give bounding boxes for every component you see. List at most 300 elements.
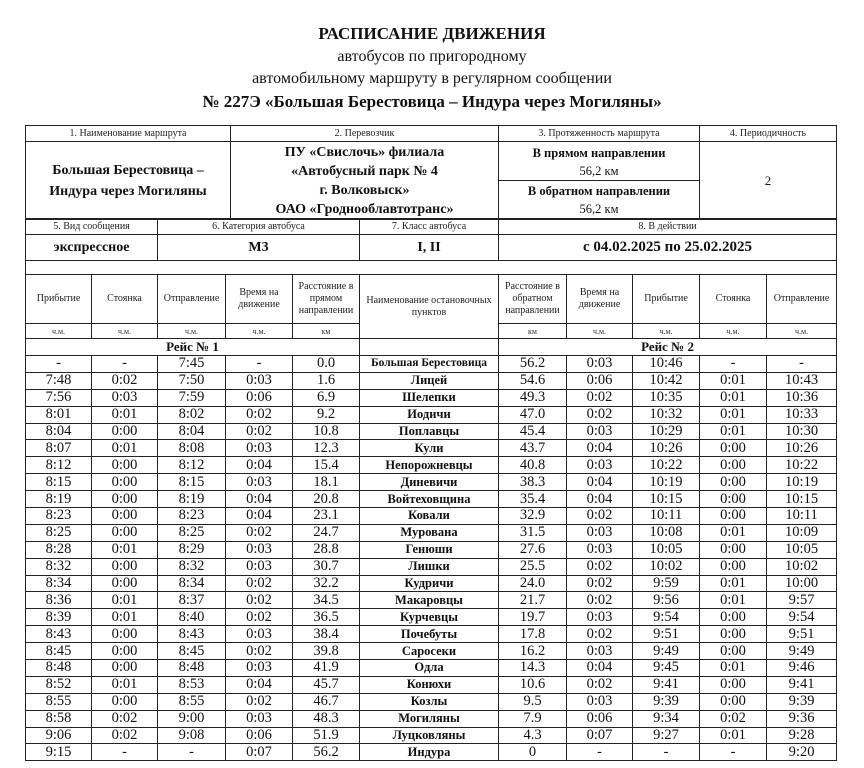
travel-time-1-cell: 0:04: [226, 508, 293, 525]
trip-1-header: Рейс № 1: [26, 339, 360, 356]
table-row: [26, 356, 837, 373]
stop-duration-2-cell: 0:02: [700, 710, 767, 727]
col-arrival-2: Прибытие: [633, 275, 700, 324]
distance-backward-cell: 10.6: [499, 676, 567, 693]
stop-duration-2-cell: -: [700, 356, 767, 373]
departure-1-cell: 8:37: [158, 592, 226, 609]
unit: ч.м.: [767, 324, 837, 339]
stop-name-cell: Поплавцы: [360, 423, 499, 440]
stop-duration-2-cell: 0:01: [700, 727, 767, 744]
stop-name-cell: Могиляны: [360, 710, 499, 727]
validity-value: с 04.02.2025 по 25.02.2025: [499, 235, 837, 261]
arrival-2-cell: 10:22: [633, 457, 700, 474]
distance-backward-cell: 7.9: [499, 710, 567, 727]
backward-label: В обратном направлении: [527, 183, 671, 198]
stop-duration-2-cell: 0:00: [700, 474, 767, 491]
table-row: [26, 710, 837, 727]
distance-forward-cell: 15.4: [293, 457, 360, 474]
arrival-1-cell: 8:58: [26, 710, 92, 727]
arrival-1-cell: 8:28: [26, 541, 92, 558]
stop-name-cell: Козлы: [360, 693, 499, 710]
stop-duration-1-cell: 0:00: [92, 423, 158, 440]
distance-forward-cell: 18.1: [293, 474, 360, 491]
stop-duration-2-cell: 0:01: [700, 389, 767, 406]
departure-1-cell: 8:25: [158, 524, 226, 541]
arrival-2-cell: 9:59: [633, 575, 700, 592]
stop-duration-1-cell: 0:00: [92, 491, 158, 508]
stop-name-cell: Кули: [360, 440, 499, 457]
col-distance-backward: Расстояние в обратном направлении: [499, 275, 567, 324]
stop-duration-1-cell: 0:00: [92, 693, 158, 710]
stop-duration-1-cell: 0:00: [92, 508, 158, 525]
stop-name-cell: Диневичи: [360, 474, 499, 491]
distance-backward-cell: 4.3: [499, 727, 567, 744]
travel-time-1-cell: 0:02: [226, 609, 293, 626]
arrival-2-cell: 10:29: [633, 423, 700, 440]
stop-duration-1-cell: 0:02: [92, 710, 158, 727]
distance-backward-cell: 32.9: [499, 508, 567, 525]
forward-label: В прямом направлении: [532, 145, 666, 160]
distance-backward-cell: 49.3: [499, 389, 567, 406]
stop-duration-1-cell: 0:01: [92, 440, 158, 457]
departure-2-cell: 9:49: [767, 643, 837, 660]
stop-name-cell: Лишки: [360, 558, 499, 575]
departure-1-cell: 8:29: [158, 541, 226, 558]
arrival-1-cell: 8:12: [26, 457, 92, 474]
stop-duration-1-cell: -: [92, 744, 158, 761]
distance-backward-cell: 0: [499, 744, 567, 761]
arrival-2-cell: 10:35: [633, 389, 700, 406]
travel-time-2-cell: 0:03: [567, 643, 633, 660]
departure-1-cell: 8:08: [158, 440, 226, 457]
travel-time-2-cell: 0:03: [567, 541, 633, 558]
distance-backward-cell: 35.4: [499, 491, 567, 508]
arrival-2-cell: 10:42: [633, 372, 700, 389]
distance-backward-cell: 19.7: [499, 609, 567, 626]
table-row: [26, 389, 837, 406]
arrival-2-cell: 10:08: [633, 524, 700, 541]
arrival-1-cell: 9:15: [26, 744, 92, 761]
distance-backward-cell: 14.3: [499, 660, 567, 677]
unit: ч.м.: [567, 324, 633, 339]
stop-duration-2-cell: 0:00: [700, 609, 767, 626]
trip-header-empty: [360, 339, 499, 356]
stop-name-cell: Кудричи: [360, 575, 499, 592]
distance-forward-cell: 51.9: [293, 727, 360, 744]
arrival-2-cell: 10:02: [633, 558, 700, 575]
stop-name-cell: Мурована: [360, 524, 499, 541]
departure-2-cell: 9:28: [767, 727, 837, 744]
stop-duration-1-cell: 0:03: [92, 389, 158, 406]
travel-time-2-cell: 0:02: [567, 406, 633, 423]
unit: км: [499, 324, 567, 339]
distance-forward-cell: 45.7: [293, 676, 360, 693]
arrival-1-cell: 8:15: [26, 474, 92, 491]
arrival-1-cell: 8:45: [26, 643, 92, 660]
arrival-1-cell: 9:06: [26, 727, 92, 744]
distance-forward-cell: 38.4: [293, 626, 360, 643]
table-row: [26, 372, 837, 389]
distance-forward-cell: 34.5: [293, 592, 360, 609]
distance-forward-cell: 10.8: [293, 423, 360, 440]
carrier-value: [231, 142, 499, 220]
stop-name-cell: Саросеки: [360, 643, 499, 660]
departure-1-cell: 8:02: [158, 406, 226, 423]
bus-class-label: 7. Класс автобуса: [360, 219, 499, 235]
arrival-2-cell: 10:26: [633, 440, 700, 457]
departure-2-cell: 9:54: [767, 609, 837, 626]
arrival-1-cell: 8:48: [26, 660, 92, 677]
travel-time-1-cell: 0:02: [226, 592, 293, 609]
travel-time-1-cell: 0:03: [226, 372, 293, 389]
departure-1-cell: 8:45: [158, 643, 226, 660]
travel-time-2-cell: 0:03: [567, 609, 633, 626]
departure-2-cell: 10:26: [767, 440, 837, 457]
stop-duration-2-cell: 0:01: [700, 592, 767, 609]
unit: ч.м.: [633, 324, 700, 339]
departure-2-cell: 10:22: [767, 457, 837, 474]
arrival-1-cell: 8:55: [26, 693, 92, 710]
periodicity-label: 4. Периодичность: [700, 126, 837, 142]
departure-2-cell: 10:19: [767, 474, 837, 491]
arrival-2-cell: 10:46: [633, 356, 700, 373]
distance-forward-cell: 32.2: [293, 575, 360, 592]
arrival-2-cell: 9:34: [633, 710, 700, 727]
distance-backward-cell: 9.5: [499, 693, 567, 710]
departure-1-cell: 8:40: [158, 609, 226, 626]
travel-time-2-cell: 0:03: [567, 524, 633, 541]
distance-forward-cell: 6.9: [293, 389, 360, 406]
stop-duration-1-cell: 0:00: [92, 524, 158, 541]
travel-time-1-cell: 0:04: [226, 457, 293, 474]
arrival-2-cell: 9:45: [633, 660, 700, 677]
stop-duration-2-cell: 0:00: [700, 491, 767, 508]
carrier-line-3: г. Волковыск»: [319, 183, 410, 198]
travel-time-2-cell: 0:06: [567, 710, 633, 727]
col-distance-forward: Расстояние в прямом направлении: [293, 275, 360, 324]
route-name-value: [26, 142, 231, 220]
table-row: [26, 660, 837, 677]
stop-duration-2-cell: 0:01: [700, 575, 767, 592]
travel-time-2-cell: 0:02: [567, 676, 633, 693]
unit: ч.м.: [26, 324, 92, 339]
service-type-value: экспрессное: [26, 235, 158, 261]
travel-time-1-cell: 0:02: [226, 524, 293, 541]
spacer-cell: [26, 261, 837, 275]
travel-time-1-cell: 0:03: [226, 541, 293, 558]
arrival-1-cell: 8:39: [26, 609, 92, 626]
table-row: [26, 592, 837, 609]
table-row: [26, 626, 837, 643]
departure-1-cell: 7:45: [158, 356, 226, 373]
arrival-1-cell: 8:23: [26, 508, 92, 525]
arrival-1-cell: 8:01: [26, 406, 92, 423]
travel-time-1-cell: 0:02: [226, 575, 293, 592]
travel-time-2-cell: 0:03: [567, 457, 633, 474]
arrival-1-cell: 8:36: [26, 592, 92, 609]
distance-forward-cell: 56.2: [293, 744, 360, 761]
table-row: [26, 744, 837, 761]
distance-backward-cell: 21.7: [499, 592, 567, 609]
length-label: 3. Протяженность маршрута: [499, 126, 700, 142]
distance-backward-cell: 54.6: [499, 372, 567, 389]
stop-duration-2-cell: 0:01: [700, 372, 767, 389]
stop-name-cell: Одла: [360, 660, 499, 677]
travel-time-2-cell: 0:03: [567, 356, 633, 373]
travel-time-1-cell: 0:07: [226, 744, 293, 761]
departure-1-cell: 8:55: [158, 693, 226, 710]
validity-label: 8. В действии: [499, 219, 837, 235]
stop-duration-1-cell: -: [92, 356, 158, 373]
distance-forward-cell: 23.1: [293, 508, 360, 525]
table-row: [26, 508, 837, 525]
unit: км: [293, 324, 360, 339]
stop-duration-2-cell: -: [700, 744, 767, 761]
distance-forward-cell: 48.3: [293, 710, 360, 727]
table-row: [26, 406, 837, 423]
stop-name-cell: Войтеховщина: [360, 491, 499, 508]
distance-forward-cell: 46.7: [293, 693, 360, 710]
distance-backward-cell: 56.2: [499, 356, 567, 373]
table-row: [26, 727, 837, 744]
stop-duration-2-cell: 0:00: [700, 643, 767, 660]
stop-duration-1-cell: 0:00: [92, 660, 158, 677]
unit: ч.м.: [226, 324, 293, 339]
carrier-label: 2. Перевозчик: [231, 126, 499, 142]
stop-duration-1-cell: 0:01: [92, 406, 158, 423]
col-arrival-1: Прибытие: [26, 275, 92, 324]
departure-2-cell: 9:51: [767, 626, 837, 643]
distance-backward-cell: 38.3: [499, 474, 567, 491]
stop-duration-2-cell: 0:01: [700, 406, 767, 423]
travel-time-1-cell: 0:04: [226, 676, 293, 693]
arrival-1-cell: 8:04: [26, 423, 92, 440]
departure-2-cell: 10:33: [767, 406, 837, 423]
departure-1-cell: 7:59: [158, 389, 226, 406]
departure-1-cell: 8:32: [158, 558, 226, 575]
distance-backward-cell: 40.8: [499, 457, 567, 474]
arrival-2-cell: -: [633, 744, 700, 761]
distance-forward-cell: 12.3: [293, 440, 360, 457]
col-departure-2: Отправление: [767, 275, 837, 324]
departure-2-cell: 10:15: [767, 491, 837, 508]
stop-duration-1-cell: 0:01: [92, 592, 158, 609]
distance-forward-cell: 30.7: [293, 558, 360, 575]
route-name-line-1: Большая Берестовица –: [52, 162, 204, 178]
stop-name-cell: Непорожневцы: [360, 457, 499, 474]
col-stop-2: Стоянка: [700, 275, 767, 324]
travel-time-1-cell: -: [226, 356, 293, 373]
carrier-line-1: ПУ «Свислочь» филиала: [284, 145, 445, 160]
travel-time-2-cell: 0:04: [567, 440, 633, 457]
departure-2-cell: 9:39: [767, 693, 837, 710]
stop-duration-2-cell: 0:00: [700, 626, 767, 643]
departure-1-cell: -: [158, 744, 226, 761]
stop-duration-2-cell: 0:01: [700, 524, 767, 541]
arrival-1-cell: 8:34: [26, 575, 92, 592]
departure-2-cell: 10:36: [767, 389, 837, 406]
distance-backward-cell: 45.4: [499, 423, 567, 440]
distance-forward-cell: 39.8: [293, 643, 360, 660]
stop-name-cell: Почебуты: [360, 626, 499, 643]
carrier-line-4: ОАО «Гроднооблавтотранс»: [275, 202, 454, 217]
stop-name-cell: Луцковляны: [360, 727, 499, 744]
stop-duration-2-cell: 0:00: [700, 508, 767, 525]
arrival-2-cell: 10:11: [633, 508, 700, 525]
table-row: [26, 693, 837, 710]
distance-backward-cell: 24.0: [499, 575, 567, 592]
departure-2-cell: 10:00: [767, 575, 837, 592]
unit: ч.м.: [92, 324, 158, 339]
departure-1-cell: 7:50: [158, 372, 226, 389]
stop-name-cell: Конюхи: [360, 676, 499, 693]
route-name-line-2: Индура через Могиляны: [49, 183, 207, 199]
carrier-line-2: «Автобусный парк № 4: [291, 164, 438, 179]
stop-name-cell: Курчевцы: [360, 609, 499, 626]
travel-time-2-cell: 0:03: [567, 693, 633, 710]
stop-duration-1-cell: 0:00: [92, 643, 158, 660]
travel-time-1-cell: 0:02: [226, 693, 293, 710]
arrival-2-cell: 10:32: [633, 406, 700, 423]
arrival-2-cell: 9:27: [633, 727, 700, 744]
travel-time-2-cell: 0:02: [567, 508, 633, 525]
stop-duration-2-cell: 0:00: [700, 693, 767, 710]
travel-time-2-cell: 0:04: [567, 660, 633, 677]
travel-time-1-cell: 0:03: [226, 626, 293, 643]
bus-category-value: М3: [158, 235, 360, 261]
schedule-table: [25, 260, 837, 761]
stop-duration-1-cell: 0:02: [92, 727, 158, 744]
backward-value: 56,2 км: [579, 201, 619, 216]
arrival-1-cell: 8:32: [26, 558, 92, 575]
departure-2-cell: 9:41: [767, 676, 837, 693]
travel-time-2-cell: 0:02: [567, 592, 633, 609]
travel-time-2-cell: 0:02: [567, 626, 633, 643]
stop-name-cell: Шелепки: [360, 389, 499, 406]
arrival-2-cell: 9:56: [633, 592, 700, 609]
table-row: [26, 541, 837, 558]
departure-1-cell: 8:12: [158, 457, 226, 474]
service-type-label: 5. Вид сообщения: [26, 219, 158, 235]
arrival-2-cell: 10:15: [633, 491, 700, 508]
route-info-table: [25, 125, 837, 220]
distance-backward-cell: 31.5: [499, 524, 567, 541]
travel-time-1-cell: 0:03: [226, 440, 293, 457]
distance-forward-cell: 1.6: [293, 372, 360, 389]
travel-time-2-cell: 0:02: [567, 575, 633, 592]
departure-1-cell: 8:23: [158, 508, 226, 525]
arrival-2-cell: 9:49: [633, 643, 700, 660]
travel-time-1-cell: 0:03: [226, 710, 293, 727]
periodicity-value: 2: [700, 142, 837, 220]
travel-time-2-cell: -: [567, 744, 633, 761]
table-row: [26, 423, 837, 440]
table-row: [26, 676, 837, 693]
stop-name-cell: Иодичи: [360, 406, 499, 423]
departure-2-cell: 10:09: [767, 524, 837, 541]
distance-backward-cell: 17.8: [499, 626, 567, 643]
departure-2-cell: -: [767, 356, 837, 373]
travel-time-2-cell: 0:02: [567, 558, 633, 575]
table-row: [26, 491, 837, 508]
doc-subtitle-2: автомобильному маршруту в регулярном сообщении: [252, 70, 612, 87]
travel-time-1-cell: 0:02: [226, 643, 293, 660]
departure-1-cell: 8:53: [158, 676, 226, 693]
travel-time-1-cell: 0:03: [226, 558, 293, 575]
distance-backward-cell: 27.6: [499, 541, 567, 558]
departure-2-cell: 10:02: [767, 558, 837, 575]
trip-2-header: Рейс № 2: [499, 339, 837, 356]
departure-1-cell: 8:48: [158, 660, 226, 677]
distance-forward-cell: 36.5: [293, 609, 360, 626]
trip-header-row: [26, 339, 837, 356]
travel-time-2-cell: 0:07: [567, 727, 633, 744]
doc-subtitle-1: автобусов по пригородному: [337, 48, 527, 65]
route-name-label: 1. Наименование маршрута: [26, 126, 231, 142]
distance-forward-cell: 0.0: [293, 356, 360, 373]
distance-backward-cell: 47.0: [499, 406, 567, 423]
departure-2-cell: 9:57: [767, 592, 837, 609]
distance-forward-cell: 41.9: [293, 660, 360, 677]
stop-duration-1-cell: 0:00: [92, 474, 158, 491]
table-row: [26, 575, 837, 592]
distance-backward-cell: 25.5: [499, 558, 567, 575]
stop-name-cell: Ковали: [360, 508, 499, 525]
stop-duration-2-cell: 0:00: [700, 676, 767, 693]
table-row: [26, 643, 837, 660]
column-header-row: [26, 275, 837, 324]
stop-duration-1-cell: 0:00: [92, 626, 158, 643]
stop-duration-1-cell: 0:01: [92, 676, 158, 693]
spacer-row: [26, 261, 837, 275]
departure-1-cell: 8:15: [158, 474, 226, 491]
travel-time-2-cell: 0:03: [567, 423, 633, 440]
table-row: [26, 609, 837, 626]
departure-2-cell: 10:30: [767, 423, 837, 440]
stop-duration-1-cell: 0:00: [92, 558, 158, 575]
bus-category-label: 6. Категория автобуса: [158, 219, 360, 235]
departure-1-cell: 8:43: [158, 626, 226, 643]
stop-name-cell: Большая Берестовица: [360, 356, 499, 373]
travel-time-1-cell: 0:03: [226, 474, 293, 491]
stop-duration-2-cell: 0:01: [700, 423, 767, 440]
arrival-1-cell: 7:48: [26, 372, 92, 389]
col-stop-name: Наименование остановочных пунктов: [360, 275, 499, 339]
arrival-2-cell: 9:51: [633, 626, 700, 643]
travel-time-2-cell: 0:04: [567, 491, 633, 508]
stop-name-cell: Генюши: [360, 541, 499, 558]
distance-forward-cell: 20.8: [293, 491, 360, 508]
departure-1-cell: 8:19: [158, 491, 226, 508]
travel-time-2-cell: 0:02: [567, 389, 633, 406]
travel-time-1-cell: 0:04: [226, 491, 293, 508]
arrival-1-cell: 8:25: [26, 524, 92, 541]
stop-duration-1-cell: 0:01: [92, 609, 158, 626]
departure-2-cell: 9:46: [767, 660, 837, 677]
departure-2-cell: 9:36: [767, 710, 837, 727]
stop-duration-2-cell: 0:00: [700, 440, 767, 457]
arrival-1-cell: 8:52: [26, 676, 92, 693]
table-row: [26, 457, 837, 474]
arrival-1-cell: -: [26, 356, 92, 373]
travel-time-1-cell: 0:02: [226, 406, 293, 423]
departure-1-cell: 9:08: [158, 727, 226, 744]
travel-time-1-cell: 0:06: [226, 389, 293, 406]
stop-duration-2-cell: 0:00: [700, 541, 767, 558]
stop-duration-1-cell: 0:00: [92, 575, 158, 592]
stop-duration-2-cell: 0:01: [700, 660, 767, 677]
travel-time-1-cell: 0:02: [226, 423, 293, 440]
